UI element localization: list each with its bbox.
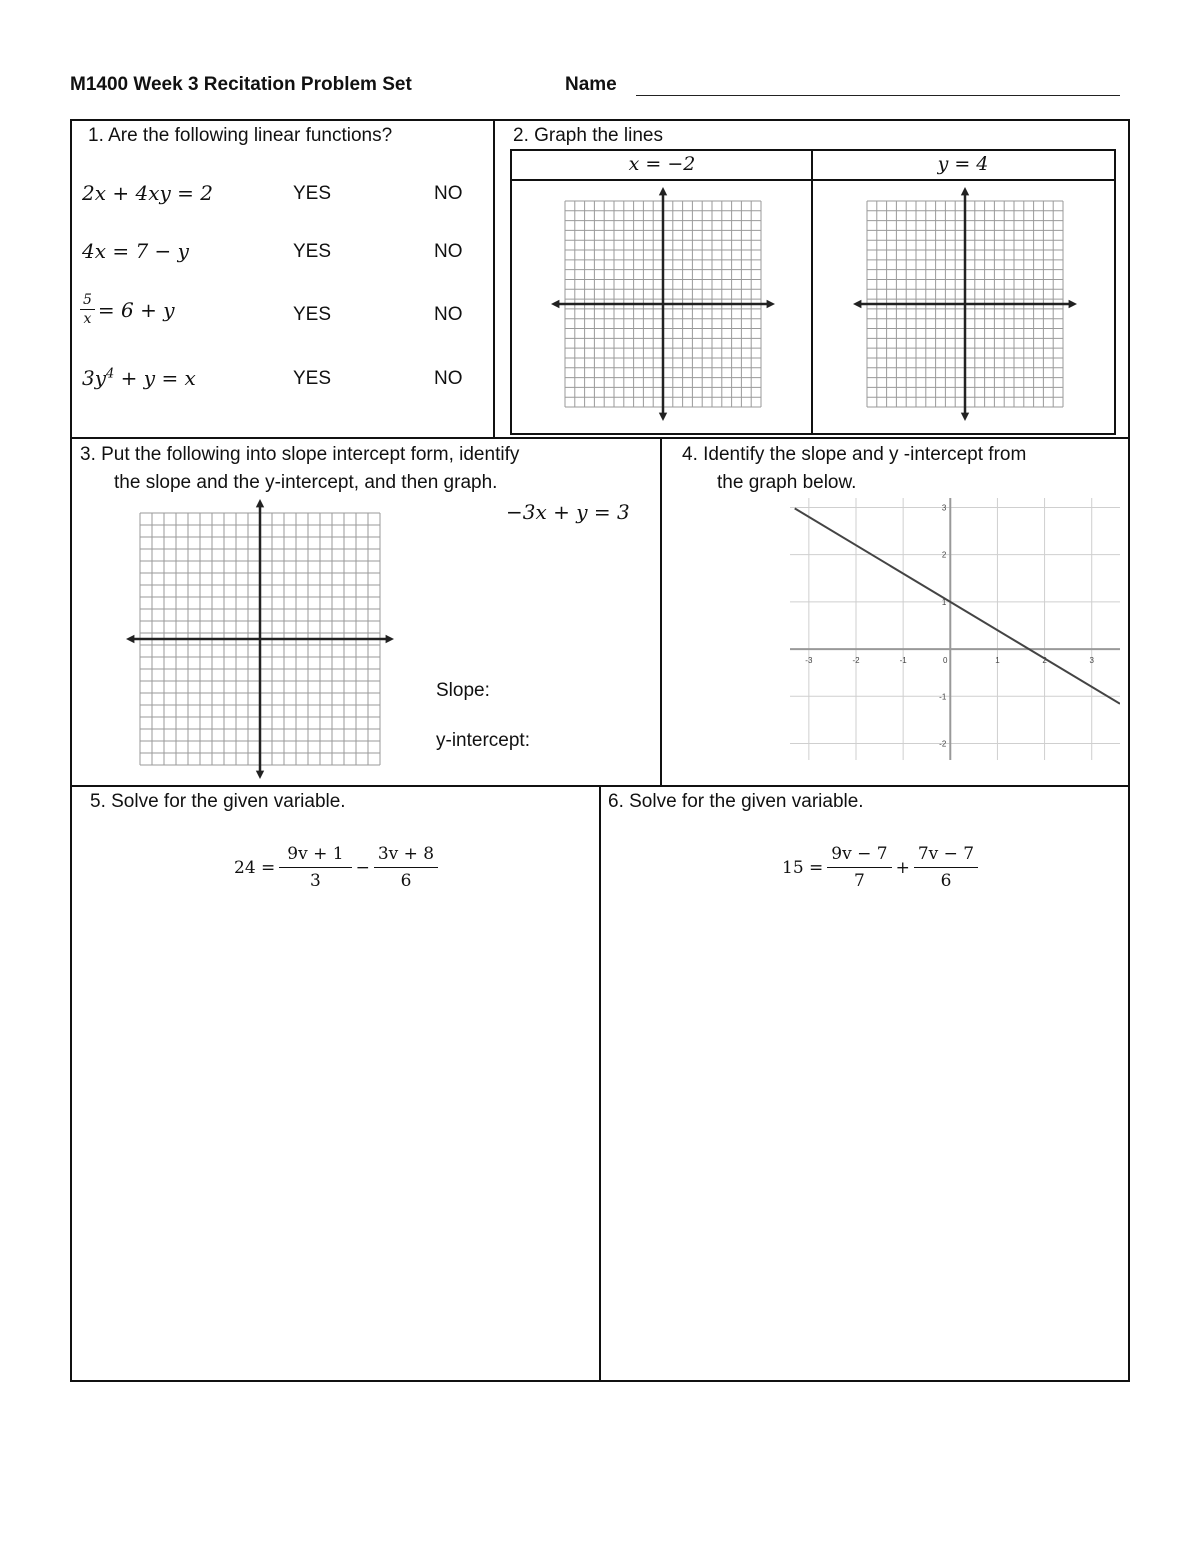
q1-no-3[interactable]: NO xyxy=(434,304,463,325)
q5-frac2-den: 6 xyxy=(400,871,412,891)
q4-y-tick-label: 2 xyxy=(941,550,947,560)
q1-no-1[interactable]: NO xyxy=(434,183,463,204)
q1-no-4[interactable]: NO xyxy=(434,368,463,389)
q1-yes-3[interactable]: YES xyxy=(293,304,332,325)
q3-intercept-label: y-intercept: xyxy=(436,730,530,751)
q1-eq3-numerator: 5 xyxy=(80,292,95,310)
name-field[interactable] xyxy=(636,95,1120,96)
q4-graph xyxy=(790,498,1120,760)
q1-yes-1[interactable]: YES xyxy=(293,183,332,204)
q2-col2-header: y = 4 xyxy=(937,153,989,175)
q2-grid-left[interactable] xyxy=(543,179,783,429)
q4-x-tick-label: 2 xyxy=(1042,656,1047,666)
q5-lhs: 24 = xyxy=(234,857,276,878)
q5-prompt: 5. Solve for the given variable. xyxy=(90,791,346,812)
q1-yes-4[interactable]: YES xyxy=(293,368,332,389)
q3-grid[interactable] xyxy=(118,491,402,787)
page-title: M1400 Week 3 Recitation Problem Set xyxy=(70,74,412,95)
q2-prompt: 2. Graph the lines xyxy=(513,125,663,146)
q4-x-tick-label: 1 xyxy=(995,656,1000,666)
q5-operator: − xyxy=(355,857,370,878)
q1-equation-4 xyxy=(82,366,196,390)
q1-equation-3 xyxy=(80,292,175,327)
q1-eq3-rest: = 6 + y xyxy=(97,297,175,322)
q6-equation xyxy=(782,844,978,891)
q5-work-area[interactable] xyxy=(74,905,594,1375)
q4-x-tick-label: -1 xyxy=(899,656,907,666)
q3-prompt-line1: 3. Put the following into slope intercept form, identify xyxy=(80,444,520,465)
q5-frac1-num: 9v + 1 xyxy=(279,844,351,868)
q6-frac2-den: 6 xyxy=(940,871,952,891)
q1-yes-2[interactable]: YES xyxy=(293,241,332,262)
q1-equation-1: 2x + 4xy = 2 xyxy=(82,181,213,205)
q4-y-tick-label: 1 xyxy=(941,597,947,607)
q3-slope-label: Slope: xyxy=(436,680,490,701)
q4-x-tick-label: -2 xyxy=(852,656,860,666)
q4-y-tick-label: -1 xyxy=(939,692,947,702)
q5-equation xyxy=(234,844,438,891)
q5-frac1-den: 3 xyxy=(310,871,321,891)
q1-equation-2: 4x = 7 − y xyxy=(82,239,189,263)
q4-x-tick-label: -3 xyxy=(805,656,813,666)
q1-eq4-base: 3y xyxy=(82,366,107,390)
q6-prompt: 6. Solve for the given variable. xyxy=(608,791,864,812)
q6-lhs: 15 = xyxy=(782,857,824,878)
q6-frac2-num: 7v − 7 xyxy=(914,844,978,868)
q1-eq3-denominator: x xyxy=(83,311,92,327)
q4-y-tick-label: -2 xyxy=(939,739,947,749)
q4-x-tick-label: 0 xyxy=(943,656,948,666)
q1-no-2[interactable]: NO xyxy=(434,241,463,262)
q1-prompt: 1. Are the following linear functions? xyxy=(88,125,393,146)
q3-prompt-line2: the slope and the y-intercept, and then graph. xyxy=(114,472,498,493)
q4-plotted-line xyxy=(795,508,1120,703)
q1-eq4-rest: + y = x xyxy=(114,366,196,390)
q4-prompt-line2: the graph below. xyxy=(717,472,857,493)
q4-prompt-line1: 4. Identify the slope and y -intercept from xyxy=(682,444,1027,465)
q1-eq4-exponent: 4 xyxy=(106,366,115,382)
q6-operator: + xyxy=(895,857,910,878)
name-label: Name xyxy=(565,74,617,95)
q4-x-tick-label: 3 xyxy=(1089,656,1094,666)
q6-frac1-den: 7 xyxy=(854,871,865,891)
q2-grid-right[interactable] xyxy=(845,179,1085,429)
q5-frac2-num: 3v + 8 xyxy=(374,844,438,868)
q2-col1-header: x = −2 xyxy=(628,153,696,175)
q6-frac1-num: 9v − 7 xyxy=(827,844,891,868)
q3-equation: −3x + y = 3 xyxy=(506,500,630,524)
q6-work-area[interactable] xyxy=(604,905,1124,1375)
q4-y-tick-label: 3 xyxy=(941,503,947,513)
